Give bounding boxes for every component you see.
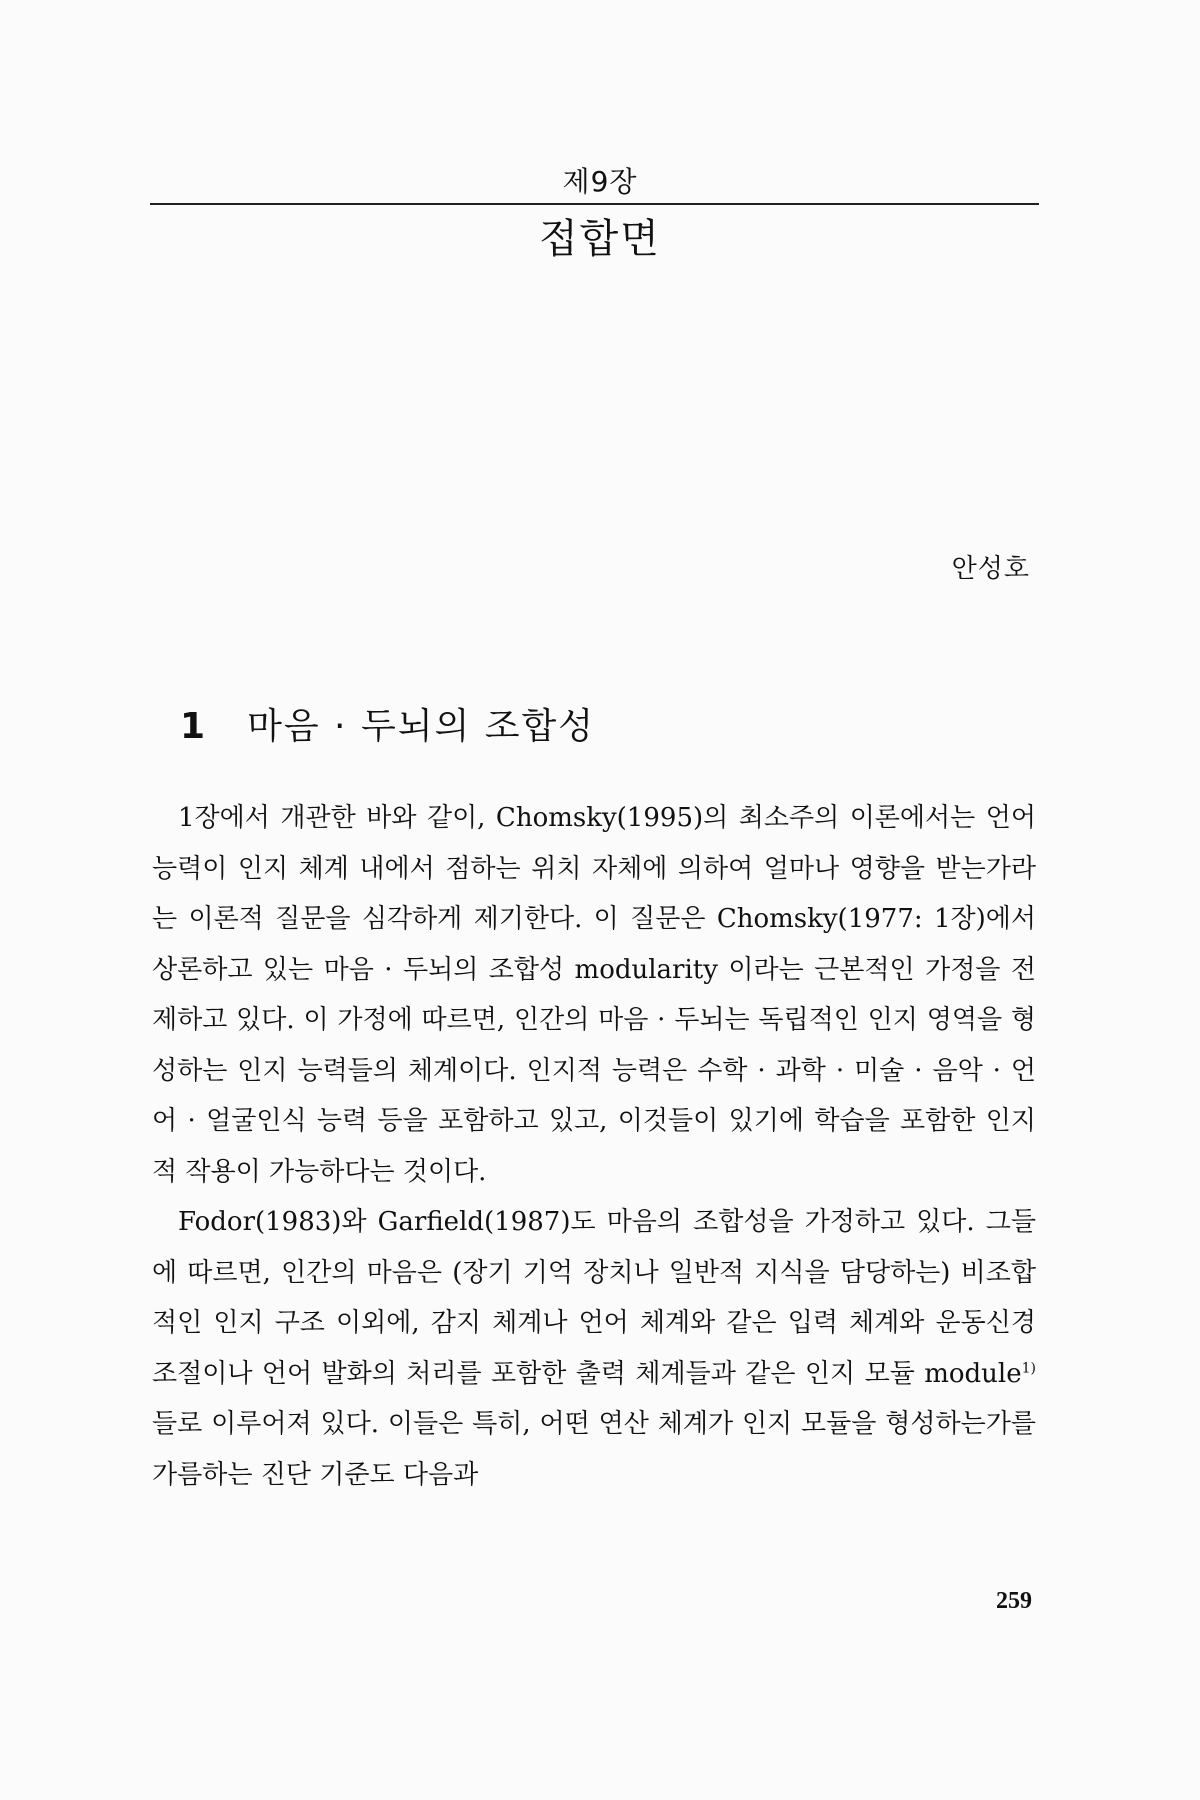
section-title: 마음 · 두뇌의 조합성 <box>247 706 596 747</box>
paragraph-2-text-a: Fodor(1983)와 Garfield(1987)도 마음의 조합성을 가정하고 있다. 그들에 따르면, 인간의 마음은 (장기 기억 장치나 일반적 지식을 담당하는) 비조합적인 인지 구조 이외에, 감지 체계나 언어 체계와 같은 입력 체계와 운동신경 조절이나 언어 발화의 처리를 포함한 출력 체계들과 같은 인지 모듈 module <box>152 1207 1036 1389</box>
footnote-reference[interactable]: 1) <box>1021 1359 1036 1376</box>
section-number: 1 <box>180 706 206 747</box>
section-heading <box>180 698 595 749</box>
paragraph-1: 1장에서 개관한 바와 같이, Chomsky(1995)의 최소주의 이론에서는 언어 능력이 인지 체계 내에서 점하는 위치 자체에 의하여 얼마나 영향을 받는가라는 이론적 질문을 심각하게 제기한다. 이 질문은 Chomsky(1977: 1장)에서 상론하고 있는 마음 · 두뇌의 조합성 modularity 이라는 근본적인 가정을 전제하고 있다. 이 가정에 따르면, 인간의 마음 · 두뇌는 독립적인 인지 영역을 형성하는 인지 능력들의 체계이다. 인지적 능력은 수학 · 과학 · 미술 · 음악 · 언어 · 얼굴인식 능력 등을 포함하고 있고, 이것들이 있기에 학습을 포함한 인지적 작용이 가능하다는 것이다. <box>152 803 1036 1187</box>
page-number: 259 <box>996 1588 1032 1614</box>
paragraph-2-text-b: 들로 이루어져 있다. 이들은 특히, 어떤 연산 체계가 인지 모듈을 형성하는가를 가름하는 진단 기준도 다음과 <box>152 1409 1036 1490</box>
body-text <box>152 793 1036 1500</box>
chapter-label: 제9장 <box>562 165 638 198</box>
paragraph-2 <box>152 1197 1036 1500</box>
chapter-divider <box>150 203 1039 205</box>
author-name: 안성호 <box>951 554 1030 584</box>
chapter-title: 접합면 <box>539 216 661 262</box>
